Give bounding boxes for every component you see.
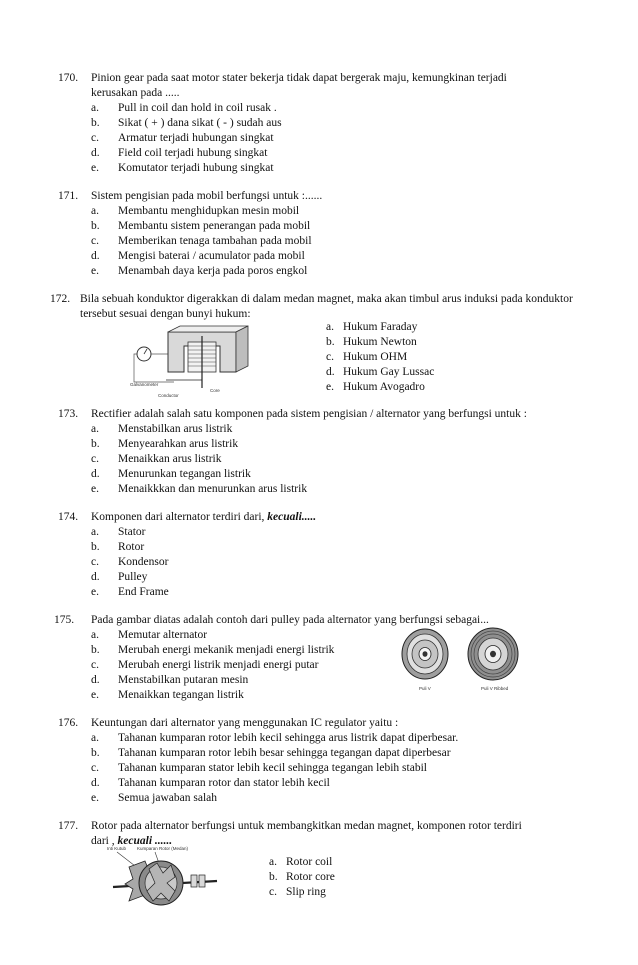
question-number: 175.	[54, 614, 75, 626]
question-emphasis: kecuali.....	[267, 511, 317, 523]
exam-page: 170. Pinion gear pada saat motor stater bekerja tidak dapat bergerak maju, kemungkinan terjadi kerusakan pada ..... a. Pull in coil dan hold in coil rusak . b. Sikat ( + ) dana sikat ( - ) sudah aus c. Armatur terjadi hubungan singkat d. Field coil terjadi hubung singkat e. Komutator terjadi hubung singkat 171. Sistem pengisian pada mobil berfungsi untuk :...... a. Membantu menghidupkan mesin mobil b. Membantu sistem penerangan pada mobil c. Memberikan tenaga tambahan pada mobil d. Mengisi baterai / acumulator pada mobil e. Menambah daya kerja pada poros engkol 172. Bila sebuah konduktor digerakkan di dalam medan magnet, maka akan timbul arus induksi pada konduktor tersebut sesuai dengan bunyi hukum: Galvanometer Conductor Core a. Hukum Faraday b. Hukum Newton c. Hukum OHM d. Hukum Gay Lussac e. Hukum Avogadro 173. Rectifier adalah salah satu komponen pada sistem pengisian / alternator yang berfungsi untuk : a. Menstabilkan arus listrik b. Menyearahkan arus listrik c. Menaikkan arus listrik d. Menurunkan tegangan listrik e. Menaikkkan dan menurunkan arus listrik 174. Komponen dari alternator terdiri dari, kecuali..... a. Stator b. Rotor c. Kondensor d. Pulley e. End Frame 175. Pada gambar diatas adalah contoh dari pulley pada alternator yang berfungsi sebagai... a. Memutar alternator b. Merubah energi mekanik menjadi energi listrik c. Merubah energi listrik menjadi energi putar d. Menstabilkan putaran mesin e. Menaikkan tegangan listrik Puli V Puli V Ribbed 176. Keuntungan dari alternator yang menggunakan IC regulator yaitu : a. Tahanan kumparan rotor lebih kecil sehingga arus listrik dapat diperbesar. b. Tahanan kumparan rotor lebih besar sehingga tegangan dapat diperbesar c. Tahanan kumparan stator lebih kecil sehingga tegangan lebih stabil d. Tahanan kumparan rotor dan stator lebih kecil e. Semua jawaban salah 177. Rotor pada alternator berfungsi untuk membangkitkan medan magnet, komponen rotor terdiri dari , kecuali ...... Inti Kutub Kumparan Rotor (Medan) a. Rotor coil b. Rotor core c. Slip ring	[0, 0, 638, 965]
question-number: 170.	[58, 72, 79, 84]
question-emphasis: kecuali ......	[117, 835, 173, 847]
pulley-caption-right: Puli V Ribbed	[481, 686, 509, 691]
question-text: Pada gambar diatas adalah contoh dari pulley pada alternator yang berfungsi sebagai...	[91, 614, 489, 626]
question-text: Pinion gear pada saat motor stater bekerja tidak dapat bergerak maju, kemungkinan terjadi	[91, 72, 507, 84]
question-number: 171.	[58, 190, 79, 202]
question-text: tersebut sesuai dengan bunyi hukum:	[80, 308, 251, 320]
question-text: Keuntungan dari alternator yang menggunakan IC regulator yaitu :	[91, 717, 399, 729]
question-text: Rectifier adalah salah satu komponen pada sistem pengisian / alternator yang berfungsi untuk :	[91, 408, 527, 420]
question-text: dari , kecuali ......	[91, 835, 173, 847]
magnetic-induction-figure	[128, 322, 258, 400]
question-number: 177.	[58, 820, 79, 832]
v-pulley-icon	[402, 629, 448, 679]
figure-label-core: Core	[210, 388, 220, 393]
question-text: Komponen dari alternator terdiri dari, kecuali.....	[91, 511, 317, 523]
question-number: 173.	[58, 408, 79, 420]
pulley-figure	[395, 622, 535, 694]
rotor-figure	[105, 843, 225, 915]
question-number: 172.	[50, 293, 71, 305]
question-text: Bila sebuah konduktor digerakkan di dalam medan magnet, maka akan timbul arus induksi pada konduktor	[80, 293, 573, 305]
rotor-label-right: Kumparan Rotor (Medan)	[137, 846, 189, 851]
figure-label-galvanometer: Galvanometer	[130, 382, 159, 387]
ribbed-pulley-icon	[468, 628, 518, 680]
question-number: 174.	[58, 511, 79, 523]
rotor-label-left: Inti Kutub	[107, 846, 127, 851]
question-text: Sistem pengisian pada mobil berfungsi untuk :......	[91, 190, 323, 202]
pulley-caption-left: Puli V	[419, 686, 431, 691]
question-text: kerusakan pada .....	[91, 87, 180, 99]
figure-label-conductor: Conductor	[158, 393, 179, 398]
question-number: 176.	[58, 717, 79, 729]
question-text: Rotor pada alternator berfungsi untuk membangkitkan medan magnet, komponen rotor terdiri	[91, 820, 522, 832]
